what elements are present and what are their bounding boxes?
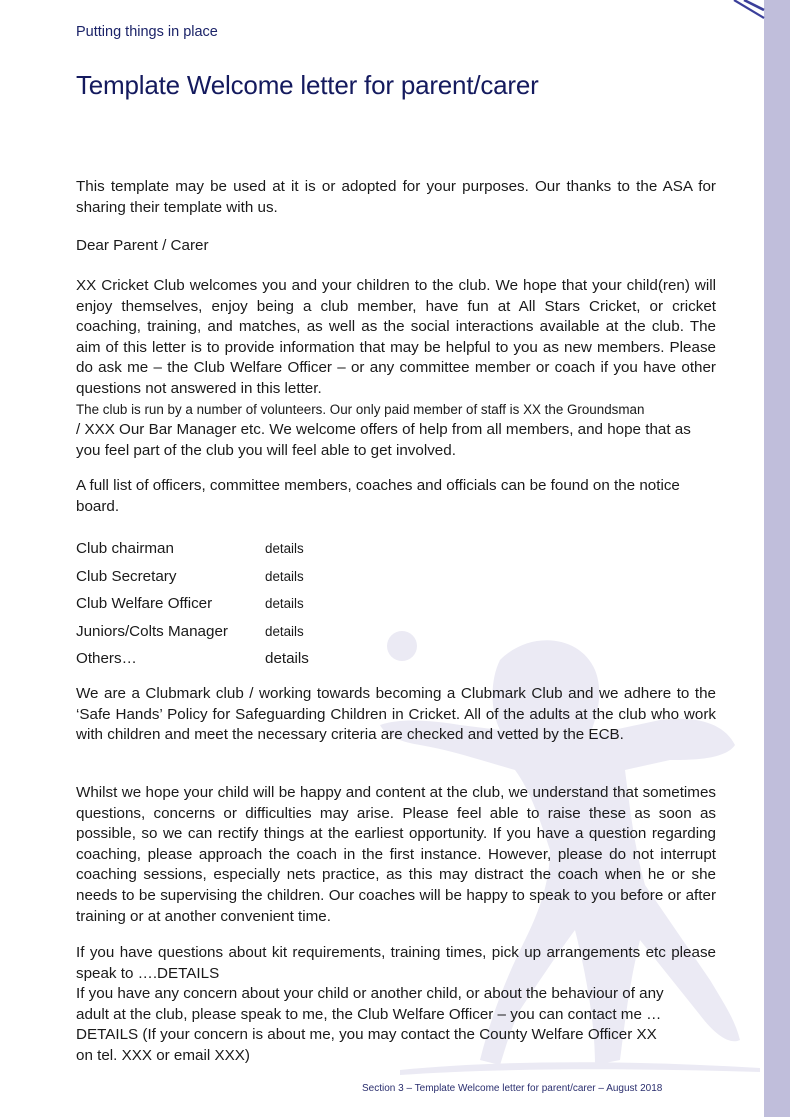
- officer-row-juniors-manager: [76, 618, 716, 646]
- officers-intro: A full list of officers, committee members, coaches and officials can be found on the notice board.: [76, 477, 680, 515]
- officer-role: Club chairman: [76, 540, 174, 558]
- officer-role: Club Welfare Officer: [76, 595, 213, 613]
- kit-paragraph: If you have questions about kit requirements, training times, pick up arrangements etc please speak to ….DETAILS: [76, 944, 716, 982]
- volunteers-line-1: The club is run by a number of volunteers. Our only paid member of staff is XX the Groundsman: [76, 402, 645, 417]
- officers-list: [76, 535, 716, 673]
- welcome-paragraph: XX Cricket Club welcomes you and your children to the club. We hope that your child(ren) will enjoy themselves, enjoy being a club member, have fun at All Stars Cricket, or cricket coaching, training, and matches, as well as the social interactions available at the club. The aim of this letter is to provide information that may be helpful to you as new members. Please do ask me – the Club Welfare Officer – or any committee member or coach if you have other questions not answered in this letter.: [76, 277, 716, 397]
- concerns-paragraph: Whilst we hope your child will be happy and content at the club, we understand that sometimes questions, concerns or difficulties may arise. Please feel able to raise these as soon as possible, so we can rectify things at the earliest opportunity. If you have a question regarding coaching, please approach the coach in the first instance. However, please do not interrupt coaching sessions, especially nets practice, as this may distract the coach when he or she needs to be supervising the children. Our coaches will be happy to speak to you before or after training or at another convenient time.: [76, 784, 716, 925]
- officer-details: details: [265, 623, 304, 639]
- volunteers-line-2: / XXX Our Bar Manager etc. We welcome offers of help from all members, and hope that as you feel part of the club you will feel able to get involved.: [76, 421, 691, 459]
- officer-row-others: [76, 645, 716, 673]
- officer-role: Others…: [76, 650, 137, 668]
- officer-row-secretary: [76, 563, 716, 591]
- decorative-sidebar: [764, 0, 790, 1117]
- corner-stripes-icon: [720, 0, 770, 25]
- officer-role: Club Secretary: [76, 567, 177, 585]
- intro-paragraph: This template may be used at it is or adopted for your purposes. Our thanks to the ASA for sharing their template with us.: [76, 178, 716, 216]
- salutation: Dear Parent / Carer: [76, 237, 209, 254]
- officer-details: details: [265, 568, 304, 584]
- section-kicker: Putting things in place: [76, 24, 218, 40]
- officer-details: details: [265, 596, 304, 612]
- officer-row-welfare-officer: [76, 590, 716, 618]
- officer-details: details: [265, 650, 309, 668]
- officer-role: Juniors/Colts Manager: [76, 622, 228, 640]
- welfare-paragraph: If you have any concern about your child or another child, or about the behaviour of any adult at the club, please speak to me, the Club Welfare Officer – you can contact me …DETAILS (If your concern is about me, you may contact the County Welfare Officer XX on tel. XXX or email XXX): [76, 985, 664, 1064]
- officer-details: details: [265, 541, 304, 557]
- page-title: Template Welcome letter for parent/carer: [76, 70, 539, 100]
- clubmark-paragraph: We are a Clubmark club / working towards becoming a Clubmark Club and we adhere to the ‘Safe Hands’ Policy for Safeguarding Children in Cricket. All of the adults at the club who work with children and meet the necessary criteria are checked and vetted by the ECB.: [76, 685, 716, 744]
- officer-row-chairman: [76, 535, 716, 563]
- page-footer: Section 3 – Template Welcome letter for parent/carer – August 2018: [362, 1083, 663, 1094]
